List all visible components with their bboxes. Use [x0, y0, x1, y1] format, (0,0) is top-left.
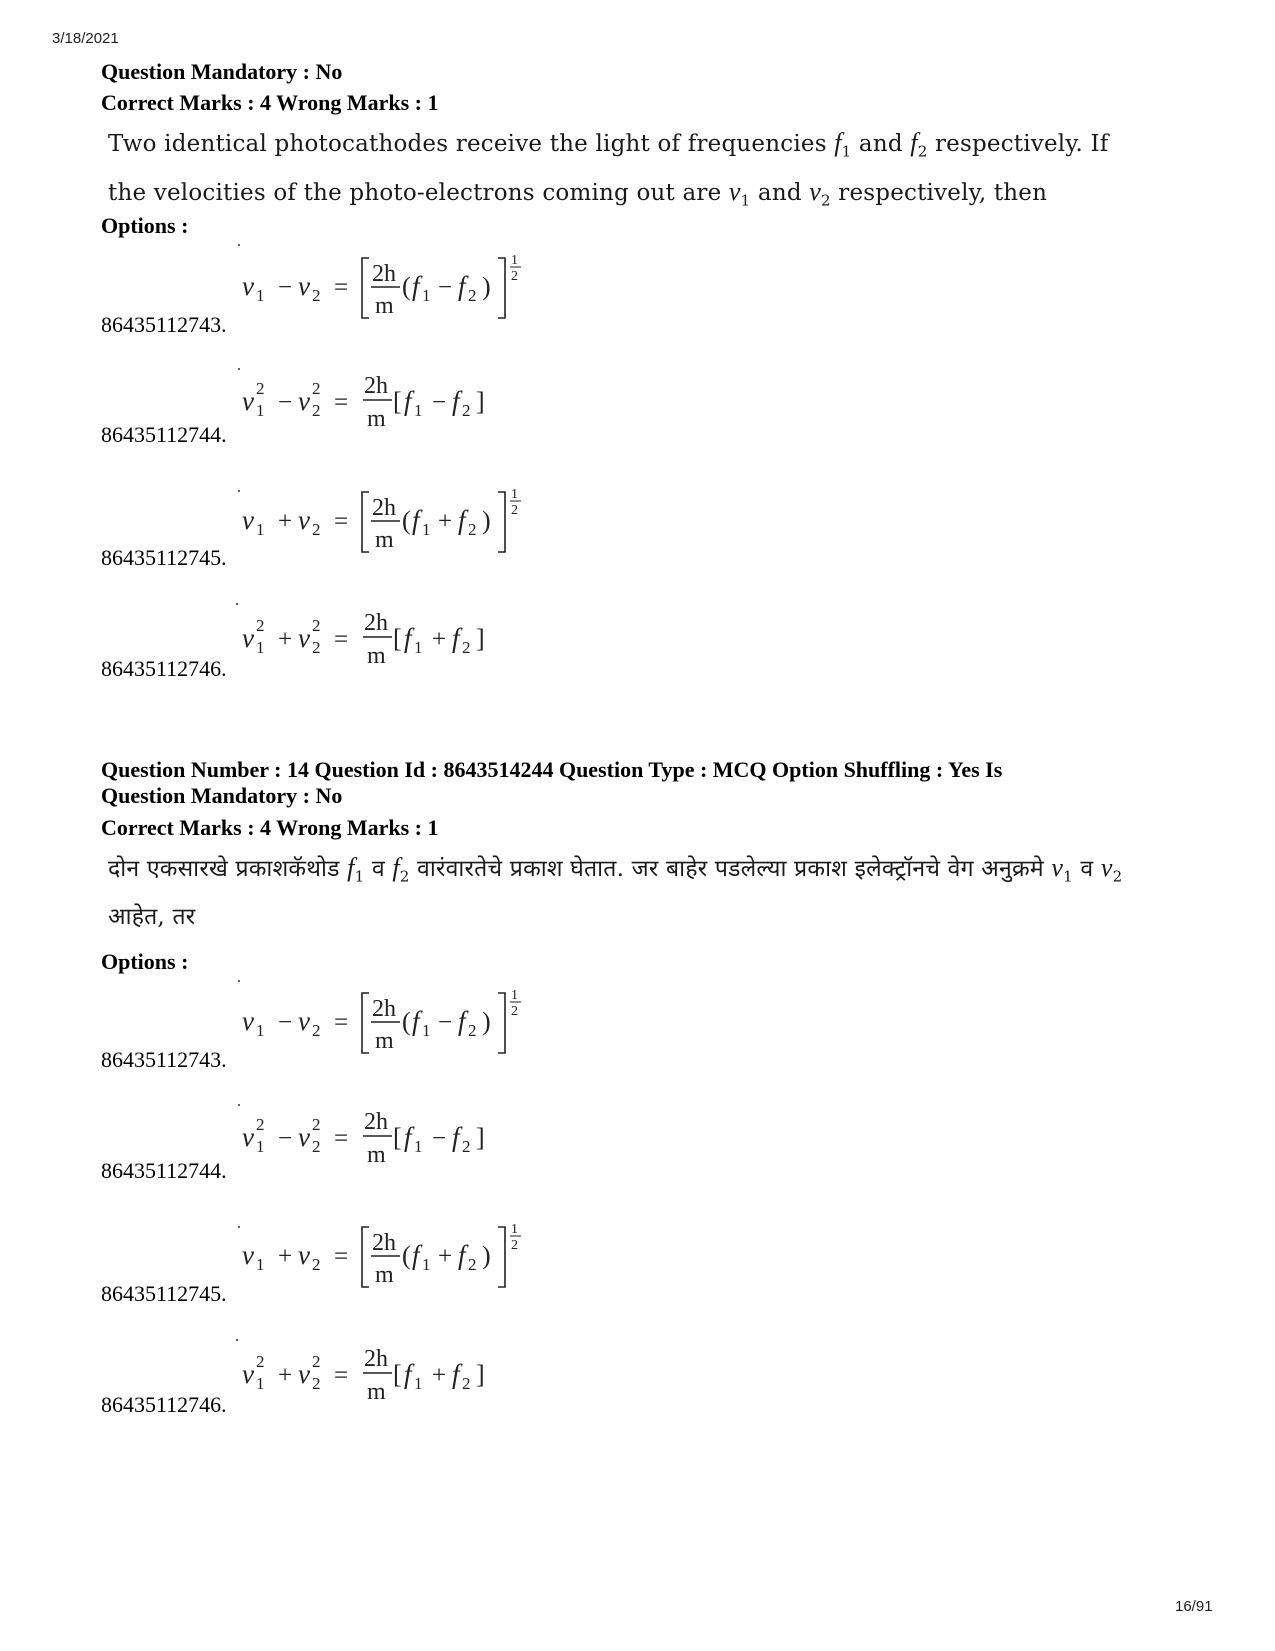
equals: =	[334, 1362, 349, 1389]
var-f2: f	[452, 1122, 460, 1152]
left-bracket	[362, 258, 369, 318]
sub-1: 1	[256, 1137, 265, 1156]
options-label: Options :	[101, 949, 189, 974]
sub-1: 1	[414, 1374, 423, 1393]
square: 2	[256, 616, 265, 635]
operator: +	[438, 508, 453, 535]
bracket-close: ]	[476, 387, 485, 416]
left-bracket	[362, 1227, 369, 1287]
var-v2: v	[298, 271, 310, 301]
var-f1: f	[412, 271, 420, 301]
option-id: 86435112743.	[101, 312, 227, 337]
operator: −	[278, 1125, 293, 1152]
sub-1: 1	[256, 1255, 265, 1274]
var-v2: v	[298, 623, 310, 653]
var-f2: f	[452, 623, 460, 653]
exponent-numerator: 1	[511, 988, 518, 1003]
operator: −	[278, 274, 293, 301]
equals: =	[334, 1009, 349, 1036]
operator: +	[438, 1243, 453, 1270]
square: 2	[256, 379, 265, 398]
sub-1: 1	[256, 1021, 265, 1040]
question-marks: Correct Marks : 4 Wrong Marks : 1	[101, 90, 439, 115]
var-f1: f	[404, 386, 412, 416]
sub-1: 1	[256, 1374, 265, 1393]
fraction-numerator: 2h	[372, 996, 396, 1022]
sub-2: 2	[312, 1021, 321, 1040]
sub-2: 2	[462, 1374, 471, 1393]
sub-2: 2	[312, 1137, 321, 1156]
paren-close: )	[482, 1007, 491, 1036]
bracket-open: [	[393, 1123, 402, 1152]
option-formula	[240, 370, 510, 434]
square: 2	[256, 1115, 265, 1134]
fraction-numerator: 2h	[372, 1230, 396, 1256]
var-v2: v	[298, 1006, 310, 1036]
option-formula	[240, 484, 540, 560]
fraction-denominator: m	[375, 1028, 394, 1054]
exponent-numerator: 1	[511, 487, 518, 502]
scan-dot	[236, 603, 238, 605]
sub-2: 2	[312, 1255, 321, 1274]
right-bracket	[498, 258, 505, 318]
square: 2	[312, 1352, 321, 1371]
var-f2: f	[458, 1006, 466, 1036]
option-formula	[240, 607, 510, 671]
formula-svg	[240, 1219, 540, 1295]
option-id: 86435112743.	[101, 1047, 227, 1072]
paren-close: )	[482, 1241, 491, 1270]
option-id: 86435112745.	[101, 1281, 227, 1306]
var-v1: v	[242, 1006, 254, 1036]
sub-2: 2	[312, 638, 321, 657]
operator: +	[432, 626, 447, 653]
var-v1: v	[242, 271, 254, 301]
var-v1: v	[242, 1359, 254, 1389]
scan-dot	[238, 980, 240, 982]
question-text-marathi: दोन एकसारखे प्रकाशकॅथोड $f_1$ व $f_2$ वारंवारतेचे प्रकाश घेतात. जर बाहेर पडलेल्या प्रकाश इलेक्ट्रॉनचे वेग अनुक्रमे $v_1$ व $v_2$ आहेत, तर	[108, 853, 1123, 930]
var-v2: v	[298, 1240, 310, 1270]
operator: +	[278, 1243, 293, 1270]
question-mandatory: Question Mandatory : No	[101, 783, 343, 808]
sub-2: 2	[312, 401, 321, 420]
sub-1: 1	[422, 1255, 431, 1274]
question-text-english: Two identical photocathodes receive the light of frequencies $f_1$ and $f_2$ respectively. If the velocities of the photo-electrons coming out are $v_1$ and $v_2$ respectively, then	[108, 128, 1109, 210]
formula-svg	[240, 985, 540, 1061]
exponent-denominator: 2	[511, 1238, 518, 1253]
formula-svg	[240, 250, 540, 326]
option-id: 86435112746.	[101, 656, 227, 681]
equals: =	[334, 626, 349, 653]
var-f2: f	[452, 386, 460, 416]
fraction-denominator: m	[367, 406, 386, 432]
operator: −	[438, 274, 453, 301]
sub-2: 2	[468, 286, 477, 305]
operator: −	[432, 389, 447, 416]
fraction-denominator: m	[367, 1142, 386, 1168]
square: 2	[312, 1115, 321, 1134]
var-f2: f	[458, 1240, 466, 1270]
var-f1: f	[404, 1122, 412, 1152]
operator: +	[278, 626, 293, 653]
sub-2: 2	[462, 638, 471, 657]
var-f1: f	[404, 1359, 412, 1389]
option-id: 86435112744.	[101, 422, 227, 447]
var-v2: v	[298, 1122, 310, 1152]
sub-1: 1	[256, 401, 265, 420]
paren-close: )	[482, 506, 491, 535]
exponent-numerator: 1	[511, 1222, 518, 1237]
var-v1: v	[242, 386, 254, 416]
fraction-denominator: m	[375, 1262, 394, 1288]
paren-close: )	[482, 272, 491, 301]
fraction-numerator: 2h	[364, 1109, 388, 1135]
sub-1: 1	[422, 1021, 431, 1040]
var-f1: f	[412, 1006, 420, 1036]
equals: =	[334, 1243, 349, 1270]
right-bracket	[498, 492, 505, 552]
paren-open: (	[402, 1007, 411, 1036]
paren-open: (	[402, 272, 411, 301]
equals: =	[334, 1125, 349, 1152]
exponent-denominator: 2	[511, 1004, 518, 1019]
option-id: 86435112745.	[101, 545, 227, 570]
option-formula	[240, 1106, 510, 1170]
equals: =	[334, 389, 349, 416]
operator: −	[438, 1009, 453, 1036]
formula-svg	[240, 607, 510, 671]
bracket-open: [	[393, 624, 402, 653]
question-mandatory: Question Mandatory : No	[101, 59, 343, 84]
square: 2	[312, 616, 321, 635]
var-f1: f	[412, 1240, 420, 1270]
option-formula	[240, 1219, 540, 1295]
formula-svg	[240, 1343, 510, 1407]
equals: =	[334, 274, 349, 301]
bracket-open: [	[393, 387, 402, 416]
var-v1: v	[242, 505, 254, 535]
sub-1: 1	[422, 520, 431, 539]
sub-1: 1	[256, 638, 265, 657]
formula-svg	[240, 1106, 510, 1170]
var-f1: f	[412, 505, 420, 535]
sub-2: 2	[462, 1137, 471, 1156]
fraction-numerator: 2h	[364, 1346, 388, 1372]
paren-open: (	[402, 1241, 411, 1270]
sub-2: 2	[312, 1374, 321, 1393]
formula-svg	[240, 484, 540, 560]
sub-2: 2	[468, 1021, 477, 1040]
print-date: 3/18/2021	[52, 30, 119, 47]
question-header: Question Number : 14 Question Id : 8643514244 Question Type : MCQ Option Shuffling : Yes Is	[101, 757, 1003, 782]
var-v1: v	[242, 623, 254, 653]
bracket-open: [	[393, 1360, 402, 1389]
sub-1: 1	[414, 638, 423, 657]
fraction-denominator: m	[375, 527, 394, 553]
square: 2	[312, 379, 321, 398]
exponent-numerator: 1	[511, 253, 518, 268]
fraction-denominator: m	[375, 293, 394, 319]
operator: +	[278, 1362, 293, 1389]
sub-2: 2	[468, 520, 477, 539]
question-marks: Correct Marks : 4 Wrong Marks : 1	[101, 815, 439, 840]
option-formula	[240, 1343, 510, 1407]
sub-2: 2	[312, 520, 321, 539]
bracket-close: ]	[476, 1360, 485, 1389]
var-v2: v	[298, 505, 310, 535]
sub-2: 2	[312, 286, 321, 305]
option-formula	[240, 250, 540, 326]
var-v2: v	[298, 386, 310, 416]
left-bracket	[362, 993, 369, 1053]
sub-2: 2	[468, 1255, 477, 1274]
operator: +	[432, 1362, 447, 1389]
options-label: Options :	[101, 213, 189, 238]
var-v1: v	[242, 1240, 254, 1270]
paren-open: (	[402, 506, 411, 535]
operator: −	[432, 1125, 447, 1152]
exponent-denominator: 2	[511, 503, 518, 518]
fraction-numerator: 2h	[364, 610, 388, 636]
sub-1: 1	[256, 286, 265, 305]
fraction-denominator: m	[367, 643, 386, 669]
fraction-numerator: 2h	[364, 373, 388, 399]
operator: −	[278, 389, 293, 416]
bracket-close: ]	[476, 1123, 485, 1152]
sub-2: 2	[462, 401, 471, 420]
exponent-denominator: 2	[511, 269, 518, 284]
sub-1: 1	[256, 520, 265, 539]
option-id: 86435112746.	[101, 1392, 227, 1417]
fraction-denominator: m	[367, 1379, 386, 1405]
fraction-numerator: 2h	[372, 495, 396, 521]
scan-dot	[238, 244, 240, 246]
var-f2: f	[458, 271, 466, 301]
operator: +	[278, 508, 293, 535]
operator: −	[278, 1009, 293, 1036]
var-f2: f	[452, 1359, 460, 1389]
sub-1: 1	[422, 286, 431, 305]
sub-1: 1	[414, 401, 423, 420]
formula-svg	[240, 370, 510, 434]
page-number: 16/91	[1175, 1598, 1213, 1615]
bracket-close: ]	[476, 624, 485, 653]
var-f2: f	[458, 505, 466, 535]
option-formula	[240, 985, 540, 1061]
square: 2	[256, 1352, 265, 1371]
equals: =	[334, 508, 349, 535]
var-v1: v	[242, 1122, 254, 1152]
scan-dot	[236, 1339, 238, 1341]
option-id: 86435112744.	[101, 1158, 227, 1183]
right-bracket	[498, 1227, 505, 1287]
fraction-numerator: 2h	[372, 261, 396, 287]
sub-1: 1	[414, 1137, 423, 1156]
left-bracket	[362, 492, 369, 552]
var-f1: f	[404, 623, 412, 653]
right-bracket	[498, 993, 505, 1053]
var-v2: v	[298, 1359, 310, 1389]
